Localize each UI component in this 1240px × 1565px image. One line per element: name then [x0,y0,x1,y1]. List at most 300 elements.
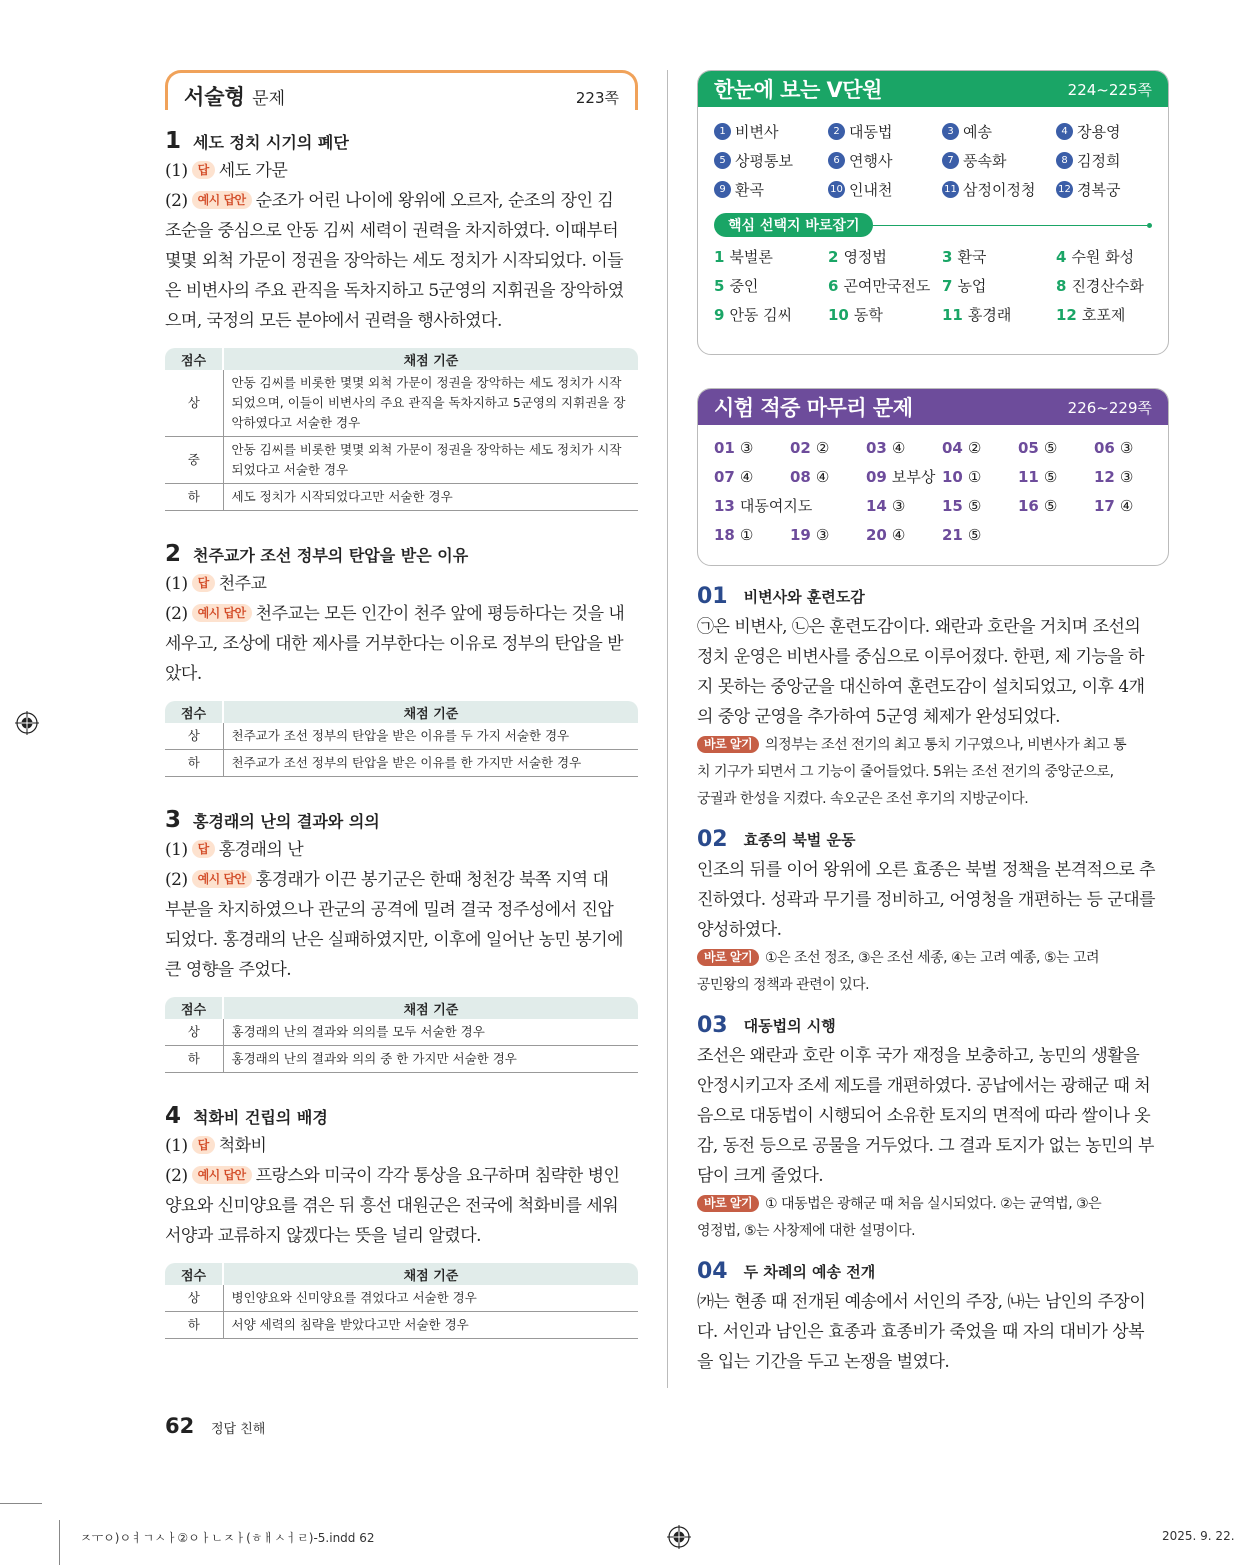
exam-answer-value: ④ [1119,496,1134,515]
summary-item-text: 삼정이정청 [963,181,1036,199]
explanation-line: 지 못하는 중앙군을 대신하여 훈련도감이 설치되었고, 이후 4개 [697,677,1145,697]
scoring-row [165,437,638,484]
crop-mark-vertical [59,1520,60,1565]
exam-answer-value: 보부상 [891,468,936,486]
choice-number: 11 [942,305,963,324]
explanation-line: ㈎는 현종 때 전개된 예송에서 서인의 주장, ㈏는 남인의 주장이 [697,1292,1146,1312]
example-answer-line [165,629,638,659]
summary-item-text: 환곡 [735,181,764,199]
choice-item [714,271,828,300]
choice-item [714,242,828,271]
criteria-header: 채점 기준 [223,1263,638,1285]
note-line [697,945,1169,972]
question-number: 4 [165,1103,182,1129]
score-level: 상 [165,1019,223,1046]
question-block [165,126,638,511]
explanation-line: 안정시키고자 조세 제도를 개편하였다. 공납에서는 광해군 때 처 [697,1076,1151,1096]
answer-line [165,569,638,599]
exam-answer-number: 17 [1094,496,1115,515]
score-header: 점수 [165,348,223,370]
exam-answer-number: 01 [714,438,735,457]
exam-answer-value: ② [967,438,982,457]
exam-answer [866,491,942,520]
example-answer-text: 서양과 교류하지 않겠다는 뜻을 널리 알렸다. [165,1226,482,1246]
exam-answer-number: 10 [942,467,963,486]
example-answer-line [165,895,638,925]
exam-answer [1094,462,1169,491]
score-level: 상 [165,1285,223,1312]
explanation-number: 03 [697,1012,728,1038]
choice-item [828,300,942,329]
example-answer-text: 홍경래가 이끈 봉기군은 한때 청천강 북쪽 지역 대 [255,870,609,890]
answer-tag: 답 [192,1136,215,1154]
summary-answer-grid [698,117,1168,204]
exam-answer [942,520,1018,549]
exam-answer-number: 07 [714,467,735,486]
print-date: 2025. 9. 22. [1162,1529,1235,1543]
example-answer-text: 순조가 어린 나이에 왕위에 오르자, 순조의 장인 김 [255,191,614,211]
choice-item [714,300,828,329]
exam-header [698,389,1168,425]
exam-pages: 226~229쪽 [1067,398,1152,417]
example-answer-text: 양요와 신미양요를 겪은 뒤 흥선 대원군은 전국에 척화비를 세워 [165,1196,619,1216]
scoring-table [165,701,638,777]
question-title-text: 홍경래의 난의 결과와 의의 [193,811,380,831]
exam-answer-value: ③ [815,525,830,544]
answer-text: 척화비 [218,1136,267,1156]
explanation-line: 감, 동전 등으로 공물을 거두었다. 그 결과 토지가 없는 농민의 부 [697,1136,1154,1156]
summary-item [828,175,942,204]
choice-number: 2 [828,247,839,266]
crop-mark-horizontal [0,1503,42,1504]
scoring-row [165,750,638,777]
explanation-block [697,1009,1169,1245]
exam-answer [790,462,866,491]
exam-answer-number: 18 [714,525,735,544]
exam-answer [1094,433,1169,462]
score-level: 상 [165,723,223,750]
note-tag: 바로 알기 [697,736,759,753]
summary-item-number: 8 [1056,152,1073,169]
example-answer-line [165,865,638,895]
explanation-number: 02 [697,826,728,852]
exam-answer-grid [698,433,1168,549]
unit-summary-header [698,71,1168,107]
choice-text: 농업 [957,277,987,295]
answer-tag: 답 [192,161,215,179]
question-block [165,805,638,1073]
note-line [697,786,1169,813]
question-title-text: 천주교가 조선 정부의 탄압을 받은 이유 [193,545,469,565]
note-text: ①은 조선 정조, ③은 조선 세종, ④는 고려 예종, ⑤는 고려 [765,950,1100,966]
exam-answer-value: ③ [739,438,754,457]
unit-summary-box [697,70,1169,355]
example-prefix: (2) [165,870,188,890]
summary-item-text: 경복궁 [1077,181,1121,199]
answer-tag: 답 [192,840,215,858]
exam-answer-value: ③ [891,496,906,515]
choice-item [828,271,942,300]
exam-answer-number: 20 [866,525,887,544]
summary-item [828,146,942,175]
explanation-line: ㉠은 비변사, ㉡은 훈련도감이다. 왜란과 호란을 거치며 조선의 [697,617,1141,637]
exam-box [697,388,1169,566]
exam-answer-value: ⑤ [967,525,982,544]
summary-item [942,146,1056,175]
example-answer-line [165,925,638,955]
answer-line [165,835,638,865]
explanation-line: 을 입는 기간을 두고 논쟁을 벌였다. [697,1352,950,1372]
choice-number: 12 [1056,305,1077,324]
scoring-table [165,1263,638,1339]
exam-answer-value: 대동여지도 [739,497,813,515]
criteria-text: 병인양요와 신미양요를 겪었다고 서술한 경우 [223,1285,638,1312]
example-answer-tag: 예시 답안 [192,604,252,622]
exam-answer [1018,491,1094,520]
exam-answer-number: 11 [1018,467,1039,486]
summary-item-number: 7 [942,152,959,169]
example-answer-line [165,306,638,336]
choice-number: 5 [714,276,725,295]
explanation-title-text: 효종의 북벌 운동 [743,830,856,849]
column-divider [667,70,668,1388]
choice-rule [873,225,1147,226]
example-answer-line [165,659,638,689]
explanation-line: 인조의 뒤를 이어 왕위에 오른 효종은 북벌 정책을 본격적으로 추 [697,860,1156,880]
explanation-block [697,580,1169,813]
exam-answer [714,491,866,520]
example-answer-line [165,955,638,985]
question-title [165,1101,638,1131]
choice-text: 동학 [853,306,883,324]
answer-line [165,156,638,186]
example-answer-line [165,246,638,276]
scoring-row [165,1046,638,1073]
example-answer-text: 조순을 중심으로 안동 김씨 세력이 권력을 차지하였다. 이때부터 [165,221,619,241]
question-block [165,539,638,777]
exam-answer-value: ③ [1119,438,1134,457]
choice-item [1056,242,1169,271]
example-answer-text: 세우고, 조상에 대한 제사를 거부한다는 이유로 정부의 탄압을 받 [165,634,624,654]
exam-answer-number: 04 [942,438,963,457]
summary-item-text: 연행사 [849,152,893,170]
exam-answer-number: 03 [866,438,887,457]
answer-text: 세도 가문 [218,161,288,181]
section-title: 서술형 문제 [184,85,286,109]
example-answer-line [165,1221,638,1251]
choice-number: 8 [1056,276,1067,295]
answer-prefix: (1) [165,840,188,860]
summary-item-text: 장용영 [1077,123,1121,141]
summary-item-text: 인내천 [849,181,893,199]
exam-answer-value: ④ [891,438,906,457]
choice-item [1056,300,1169,329]
summary-item-number: 4 [1056,123,1073,140]
summary-item-number: 9 [714,181,731,198]
score-level: 하 [165,1312,223,1339]
note-tag: 바로 알기 [697,949,759,966]
score-level: 중 [165,437,223,484]
exam-answer [790,520,866,549]
exam-answer [1018,462,1094,491]
example-answer-line [165,599,638,629]
criteria-header: 채점 기준 [223,348,638,370]
score-level: 하 [165,750,223,777]
question-title [165,805,638,835]
choice-text: 안동 김씨 [729,306,793,324]
summary-item [714,146,828,175]
question-block [165,1101,638,1339]
summary-item-number: 3 [942,123,959,140]
exam-answer [942,433,1018,462]
summary-item [942,117,1056,146]
exam-answer-number: 19 [790,525,811,544]
summary-item [714,117,828,146]
page-label: 정답 친해 [211,1422,266,1437]
choice-number: 9 [714,305,725,324]
example-answer-text: 았다. [165,664,202,684]
score-header: 점수 [165,701,223,723]
summary-item-text: 김정희 [1077,152,1121,170]
exam-answer-value: ② [815,438,830,457]
choice-number: 1 [714,247,725,266]
right-column [697,70,1169,1377]
choice-item [942,300,1056,329]
example-answer-line [165,186,638,216]
summary-item [1056,175,1169,204]
choice-text: 호포제 [1081,306,1126,324]
file-info: ㅈㅜㅇ)ㅇㅕㄱㅅㅏ②ㅇㅏㄴㅈㅏ(ㅎㅐㅅㅓㄹ)-5.indd 62 [80,1531,375,1545]
exam-answer-number: 14 [866,496,887,515]
answer-line [165,1131,638,1161]
explanation-line: 다. 서인과 남인은 효종과 효종비가 죽었을 때 자의 대비가 상복 [697,1322,1145,1342]
note-text: 공민왕의 정책과 관련이 있다. [697,977,870,993]
choice-text: 진경산수화 [1071,277,1144,295]
note-tag: 바로 알기 [697,1195,759,1212]
example-answer-line [165,1191,638,1221]
scoring-row [165,1312,638,1339]
summary-item [1056,146,1169,175]
scoring-row [165,723,638,750]
explanation-title [697,580,1169,612]
explanation-number: 01 [697,583,728,609]
question-number: 1 [165,128,182,154]
choice-number: 4 [1056,247,1067,266]
exam-answer [942,491,1018,520]
question-title [165,126,638,156]
example-answer-line [165,1161,638,1191]
answer-text: 홍경래의 난 [218,840,304,860]
choice-text: 환국 [957,248,987,266]
exam-answer [714,520,790,549]
choice-item [942,271,1056,300]
choice-text: 홍경래 [967,306,1012,324]
exam-answer-number: 09 [866,467,887,486]
summary-item-text: 대동법 [849,123,893,141]
criteria-text: 안동 김씨를 비롯한 몇몇 외척 가문이 정권을 장악하는 세도 정치가 시작되었다고 서술한 경우 [223,437,638,484]
summary-item-text: 비변사 [735,123,779,141]
left-column [165,70,638,1339]
note-text: 영정법, ⑤는 사창제에 대한 설명이다. [697,1223,916,1239]
exam-answer-number: 02 [790,438,811,457]
summary-item-text: 풍속화 [963,152,1007,170]
summary-item-number: 11 [942,181,959,198]
explanation-title-text: 두 차례의 예송 전개 [743,1262,876,1281]
score-header: 점수 [165,1263,223,1285]
example-prefix: (2) [165,604,188,624]
unit-summary-title: 한눈에 보는 V단원 [714,78,882,102]
exam-answer [1094,491,1169,520]
section-header-essay [165,70,638,110]
explanation-block [697,823,1169,999]
note-line [697,1191,1169,1218]
exam-answer-value: ⑤ [1043,496,1058,515]
page-number: 62 [165,1414,195,1438]
question-list [165,126,638,1339]
example-answer-text: 은 비변사의 주요 관직을 독차지하고 5군영의 지휘권을 장악하였 [165,281,624,301]
explanation-title-text: 비변사와 훈련도감 [743,587,865,606]
exam-answer-value: ① [739,525,754,544]
exam-answer [790,433,866,462]
exam-answer-number: 15 [942,496,963,515]
choice-text: 수원 화성 [1071,248,1135,266]
summary-item-number: 2 [828,123,845,140]
explanation-title-text: 대동법의 시행 [743,1016,836,1035]
question-number: 2 [165,541,182,567]
question-title-text: 척화비 건립의 배경 [193,1107,328,1127]
choice-number: 6 [828,276,839,295]
example-prefix: (2) [165,1166,188,1186]
explanation-line: 양성하였다. [697,920,782,940]
score-header: 점수 [165,997,223,1019]
explanation-line: 의 중앙 군영을 추가하여 5군영 체제가 완성되었다. [697,707,1061,727]
explanation-title [697,1255,1169,1287]
choice-number: 10 [828,305,849,324]
explanation-line: 정치 운영은 비변사를 중심으로 이루어졌다. 한편, 제 기능을 하 [697,647,1145,667]
explanation-title [697,823,1169,855]
criteria-text: 안동 김씨를 비롯한 몇몇 외척 가문이 정권을 장악하는 세도 정치가 시작되었으며, 이들이 비변사의 주요 관직을 독차지하고 5군영의 지휘권을 장악하였다고 서술한 경우 [223,370,638,437]
exam-answer [1018,433,1094,462]
scoring-table [165,997,638,1073]
score-level: 하 [165,1046,223,1073]
criteria-text: 천주교가 조선 정부의 탄압을 받은 이유를 한 가지만 서술한 경우 [223,750,638,777]
answer-prefix: (1) [165,161,188,181]
exam-answer-number: 13 [714,496,735,515]
choice-heading [698,210,1168,240]
exam-answer-value: ④ [891,525,906,544]
exam-answer-number: 21 [942,525,963,544]
criteria-header: 채점 기준 [223,701,638,723]
scoring-table [165,348,638,511]
scoring-row [165,370,638,437]
exam-answer-value: ⑤ [1043,438,1058,457]
answer-text: 천주교 [218,574,267,594]
scoring-row [165,1019,638,1046]
explanation-title [697,1009,1169,1041]
summary-item-text: 상평통보 [735,152,793,170]
question-title [165,539,638,569]
summary-item-number: 10 [828,181,845,198]
question-number: 3 [165,807,182,833]
summary-item-number: 12 [1056,181,1073,198]
exam-answer-value: ④ [815,467,830,486]
choice-answer-grid [698,242,1168,329]
choice-text: 북벌론 [729,248,773,266]
exam-answer [714,433,790,462]
exam-answer [942,462,1018,491]
score-level: 상 [165,370,223,437]
exam-answer [866,433,942,462]
choice-rule-dot [1147,223,1152,228]
example-answer-text: 프랑스와 미국이 각각 통상을 요구하며 침략한 병인 [255,1166,620,1186]
explanation-line: 조선은 왜란과 호란 이후 국가 재정을 보충하고, 농민의 생활을 [697,1046,1140,1066]
note-text: 치 기구가 되면서 그 기능이 줄어들었다. 5위는 조선 전기의 중앙군으로, [697,764,1114,780]
exam-answer-value: ① [967,467,982,486]
choice-number: 3 [942,247,953,266]
registration-mark-icon [15,711,39,735]
example-prefix: (2) [165,191,188,211]
answer-prefix: (1) [165,574,188,594]
explanation-line: 진하였다. 성곽과 무기를 정비하고, 어영청을 개편하는 등 군대를 [697,890,1156,910]
summary-item-number: 1 [714,123,731,140]
explanation-line: 담이 크게 줄었다. [697,1166,824,1186]
example-answer-text: 천주교는 모든 인간이 천주 앞에 평등하다는 것을 내 [255,604,625,624]
example-answer-text: 으며, 국정의 모든 분야에서 권력을 행사하였다. [165,311,502,331]
example-answer-text: 부분을 차지하였으나 관군의 공격에 밀려 결국 정주성에서 진압 [165,900,614,920]
choice-title: 핵심 선택지 바로잡기 [714,213,873,237]
scoring-row [165,484,638,511]
explanation-number: 04 [697,1258,728,1284]
explanation-line: 음으로 대동법이 시행되어 소유한 토지의 면적에 따라 쌀이나 옷 [697,1106,1151,1126]
choice-text: 영정법 [843,248,887,266]
choice-number: 7 [942,276,953,295]
criteria-text: 서양 세력의 침략을 받았다고만 서술한 경우 [223,1312,638,1339]
scoring-row [165,1285,638,1312]
note-text: ① 대동법은 광해군 때 처음 실시되었다. ②는 균역법, ③은 [765,1196,1102,1212]
exam-answer [866,462,942,491]
summary-item [942,175,1056,204]
choice-text: 중인 [729,277,759,295]
note-text: 의정부는 조선 전기의 최고 통치 기구였으나, 비변사가 최고 통 [765,737,1127,753]
example-answer-text: 되었다. 홍경래의 난은 실패하였지만, 이후에 일어난 농민 봉기에 [165,930,624,950]
choice-item [1056,271,1169,300]
registration-mark-icon [667,1525,691,1549]
exam-answer-number: 05 [1018,438,1039,457]
criteria-header: 채점 기준 [223,997,638,1019]
exam-answer-number: 08 [790,467,811,486]
explanation-list [697,580,1169,1377]
summary-item [714,175,828,204]
example-answer-text: 몇몇 외척 가문이 정권을 장악하는 세도 정치가 시작되었다. 이들 [165,251,624,271]
exam-answer-number: 06 [1094,438,1115,457]
explanation-block [697,1255,1169,1377]
example-answer-text: 큰 영향을 주었다. [165,960,292,980]
note-line [697,759,1169,786]
note-line [697,732,1169,759]
score-level: 하 [165,484,223,511]
exam-answer [714,462,790,491]
choice-text: 곤여만국전도 [843,277,931,295]
summary-item-number: 5 [714,152,731,169]
answer-prefix: (1) [165,1136,188,1156]
summary-item [1056,117,1169,146]
exam-answer-value: ③ [1119,467,1134,486]
question-title-text: 세도 정치 시기의 폐단 [193,132,349,152]
example-answer-tag: 예시 답안 [192,1166,252,1184]
note-line [697,1218,1169,1245]
exam-answer-number: 16 [1018,496,1039,515]
exam-answer [866,520,942,549]
